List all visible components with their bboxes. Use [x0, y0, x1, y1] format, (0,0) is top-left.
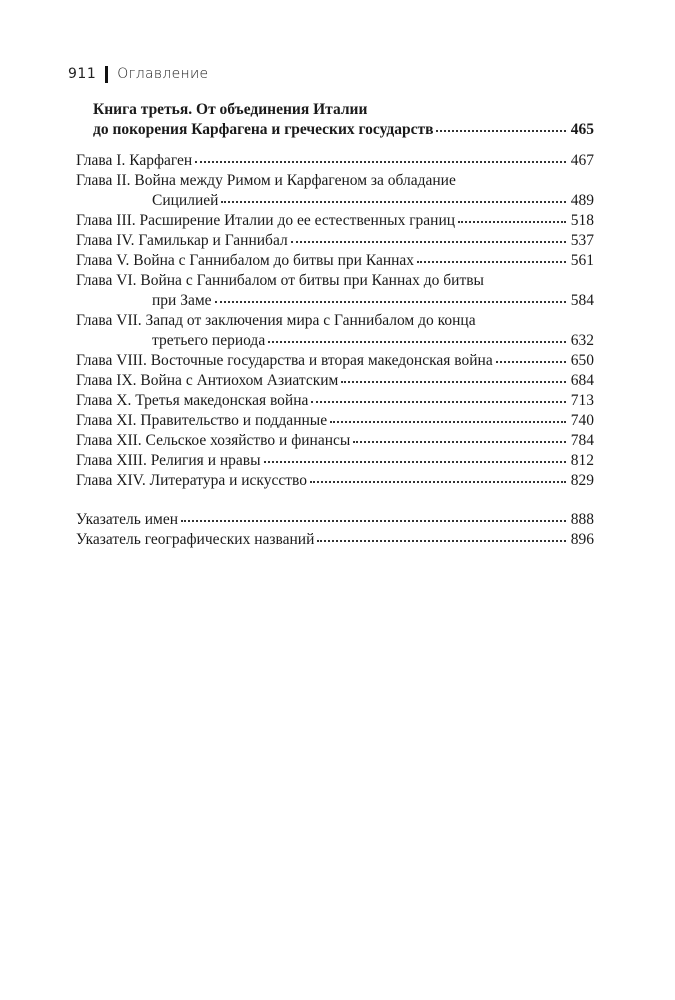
chapter-title: Глава IX. Война с Антиохом Азиатским	[76, 372, 339, 389]
toc-row	[76, 151, 594, 171]
dot-leader	[496, 351, 566, 365]
chapter-title-continued: при Заме	[152, 292, 212, 309]
dot-leader	[268, 331, 566, 345]
chapter-title: Глава IV. Гамилькар и Ганнибал	[76, 232, 288, 249]
chapter-page-number: 518	[570, 212, 594, 229]
dot-leader	[291, 231, 566, 245]
index-page-number: 896	[570, 531, 594, 548]
toc-entry-chapter-2	[76, 171, 594, 211]
toc-entry-chapter-4	[76, 231, 594, 251]
chapter-page-number: 561	[570, 252, 594, 269]
dot-leader	[330, 411, 566, 425]
toc-entry-chapter-11	[76, 411, 594, 431]
chapter-page-number: 684	[570, 372, 594, 389]
toc-entry-chapter-12	[76, 431, 594, 451]
dot-leader	[181, 510, 566, 524]
chapter-page-number: 467	[570, 152, 594, 169]
chapter-title: Глава XI. Правительство и подданные	[76, 412, 328, 429]
toc-row	[76, 411, 594, 431]
index-title: Указатель имен	[76, 511, 178, 528]
dot-leader	[221, 191, 566, 205]
chapter-title: Глава V. Война с Ганнибалом до битвы при Каннах	[76, 252, 415, 269]
page-number: 911	[68, 66, 97, 82]
toc-row	[76, 431, 594, 451]
chapter-page-number: 650	[570, 352, 594, 369]
toc-entry-chapter-9	[76, 371, 594, 391]
dot-leader	[264, 451, 566, 465]
chapter-page-number: 632	[570, 332, 594, 349]
running-head	[68, 64, 208, 84]
index-page-number: 888	[570, 511, 594, 528]
toc-row	[76, 391, 594, 411]
toc-row	[76, 291, 594, 311]
chapter-title: Глава XII. Сельское хозяйство и финансы	[76, 432, 351, 449]
toc-row	[76, 530, 594, 550]
toc-entry-index-geography	[76, 530, 594, 550]
chapter-title: Глава I. Карфаген	[76, 152, 193, 169]
chapter-page-number: 829	[570, 472, 594, 489]
chapter-title: Глава X. Третья македонская война	[76, 392, 309, 409]
chapter-page-number: 740	[570, 412, 594, 429]
chapter-title: Глава VII. Запад от заключения мира с Ганнибалом до конца	[76, 312, 476, 329]
toc-entry-chapter-8	[76, 351, 594, 371]
toc-row	[76, 191, 594, 211]
chapter-title: Глава II. Война между Римом и Карфагеном за обладание	[76, 172, 456, 189]
chapter-title: Глава XIV. Литература и искусство	[76, 472, 307, 489]
toc-entry-chapter-6	[76, 271, 594, 311]
chapter-page-number: 784	[570, 432, 594, 449]
toc-entry-chapter-14	[76, 471, 594, 491]
dot-leader	[417, 251, 566, 265]
toc-entry-chapter-1	[76, 151, 594, 171]
toc-row	[76, 371, 594, 391]
table-of-contents	[76, 100, 594, 550]
toc-entry-chapter-13	[76, 451, 594, 471]
book-title-row	[93, 120, 594, 140]
book-page-number: 465	[570, 121, 594, 138]
chapter-title: Глава VIII. Восточные государства и вторая македонская война	[76, 352, 493, 369]
toc-row	[76, 231, 594, 251]
chapter-page-number: 713	[570, 392, 594, 409]
chapter-page-number: 537	[570, 232, 594, 249]
dot-leader	[215, 291, 566, 305]
toc-entry-chapter-5	[76, 251, 594, 271]
toc-entry-chapter-7	[76, 311, 594, 351]
toc-row	[76, 251, 594, 271]
dot-leader	[458, 211, 566, 225]
toc-row	[76, 331, 594, 351]
chapter-title-continued: третьего периода	[152, 332, 266, 349]
dot-leader	[317, 530, 566, 544]
section-title: Оглавление	[117, 66, 209, 82]
dot-leader	[341, 371, 566, 385]
toc-row	[76, 351, 594, 371]
dot-leader	[310, 471, 566, 485]
toc-row	[76, 510, 594, 530]
toc-book-entry	[93, 100, 594, 140]
dot-leader	[311, 391, 566, 405]
chapter-title: Глава XIII. Религия и нравы	[76, 452, 261, 469]
chapter-page-number: 584	[570, 292, 594, 309]
toc-row	[76, 211, 594, 231]
toc-entry-chapter-10	[76, 391, 594, 411]
header-divider	[105, 66, 108, 83]
toc-entry-index-names	[76, 510, 594, 530]
toc-entry-chapter-3	[76, 211, 594, 231]
index-title: Указатель географических названий	[76, 531, 315, 548]
chapter-title-continued: Сицилией	[152, 192, 219, 209]
dot-leader	[436, 120, 566, 134]
chapter-title: Глава III. Расширение Италии до ее естественных границ	[76, 212, 456, 229]
book-title-line-2: до покорения Карфагена и греческих государств	[93, 121, 434, 138]
toc-row	[76, 471, 594, 491]
chapter-page-number: 489	[570, 192, 594, 209]
dot-leader	[353, 431, 566, 445]
book-title-line-1: Книга третья. От объединения Италии	[93, 101, 368, 118]
chapter-title: Глава VI. Война с Ганнибалом от битвы при Каннах до битвы	[76, 272, 484, 289]
dot-leader	[195, 151, 566, 165]
toc-row	[76, 451, 594, 471]
chapter-page-number: 812	[570, 452, 594, 469]
